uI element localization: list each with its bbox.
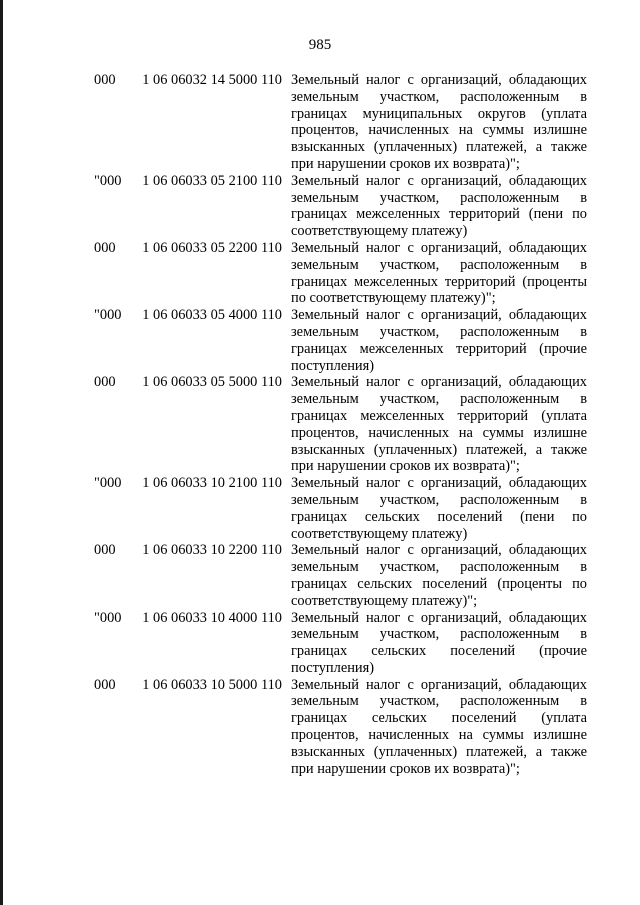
- budget-classification-code: 1 06 06033 10 4000 110: [142, 609, 282, 626]
- admin-code: "000: [94, 609, 122, 626]
- table-row: [0, 542, 640, 609]
- admin-code: "000: [94, 475, 122, 492]
- table-row: [0, 307, 640, 374]
- table-row: [0, 374, 640, 475]
- budget-classification-code: 1 06 06033 05 5000 110: [142, 374, 282, 391]
- admin-code: "000: [94, 172, 122, 189]
- revenue-description: Земельный налог с организаций, обладающих земельным участком, расположенным в границах сельских поселений (уплата процентов, начисленных на суммы излишне взысканных (уплаченных) платежей, а также при нарушении сроков их возврата)";: [291, 676, 587, 777]
- budget-classification-code: 1 06 06033 10 5000 110: [142, 676, 282, 693]
- budget-classification-code: 1 06 06033 10 2100 110: [142, 475, 282, 492]
- page-number: 985: [308, 37, 332, 53]
- revenue-description: Земельный налог с организаций, обладающих земельным участком, расположенным в границах муниципальных округов (уплата процентов, начисленных на суммы излишне взысканных (уплаченных) платежей, а также при нарушении сроков их возврата)";: [291, 72, 587, 172]
- revenue-description: Земельный налог с организаций, обладающих земельным участком, расположенным в границах межселенных территорий (пени по соответствующему платежу): [291, 172, 587, 240]
- table-row: [0, 677, 640, 778]
- table-row: [0, 72, 640, 173]
- revenue-description: Земельный налог с организаций, обладающих земельным участком, расположенным в границах межселенных территорий (проценты по соответствующему платежу)";: [291, 239, 587, 307]
- admin-code: 000: [94, 542, 116, 559]
- revenue-description: Земельный налог с организаций, обладающих земельным участком, расположенным в границах сельских поселений (пени по соответствующему платежу): [291, 475, 587, 542]
- budget-classification-code: 1 06 06033 10 2200 110: [142, 542, 282, 559]
- budget-code-table: [0, 72, 640, 777]
- admin-code: 000: [94, 676, 116, 693]
- budget-classification-code: 1 06 06032 14 5000 110: [142, 72, 282, 88]
- revenue-description: Земельный налог с организаций, обладающих земельным участком, расположенным в границах сельских поселений (прочие поступления): [291, 609, 587, 676]
- revenue-description: Земельный налог с организаций, обладающих земельным участком, расположенным в границах межселенных территорий (прочие поступления): [291, 307, 587, 374]
- table-row: [0, 475, 640, 542]
- table-row: [0, 173, 640, 240]
- admin-code: 000: [94, 374, 116, 391]
- budget-classification-code: 1 06 06033 05 2200 110: [142, 239, 282, 256]
- budget-classification-code: 1 06 06033 05 4000 110: [142, 307, 282, 324]
- table-row: [0, 610, 640, 677]
- revenue-description: Земельный налог с организаций, обладающих земельным участком, расположенным в границах сельских поселений (проценты по соответствующему платежу)";: [291, 542, 587, 609]
- admin-code: "000: [94, 307, 122, 324]
- admin-code: 000: [94, 72, 116, 88]
- table-row: [0, 240, 640, 307]
- budget-classification-code: 1 06 06033 05 2100 110: [142, 172, 282, 189]
- admin-code: 000: [94, 239, 116, 256]
- revenue-description: Земельный налог с организаций, обладающих земельным участком, расположенным в границах межселенных территорий (уплата процентов, начисленных на суммы излишне взысканных (уплаченных) платежей, а также при нарушении сроков их возврата)";: [291, 374, 587, 475]
